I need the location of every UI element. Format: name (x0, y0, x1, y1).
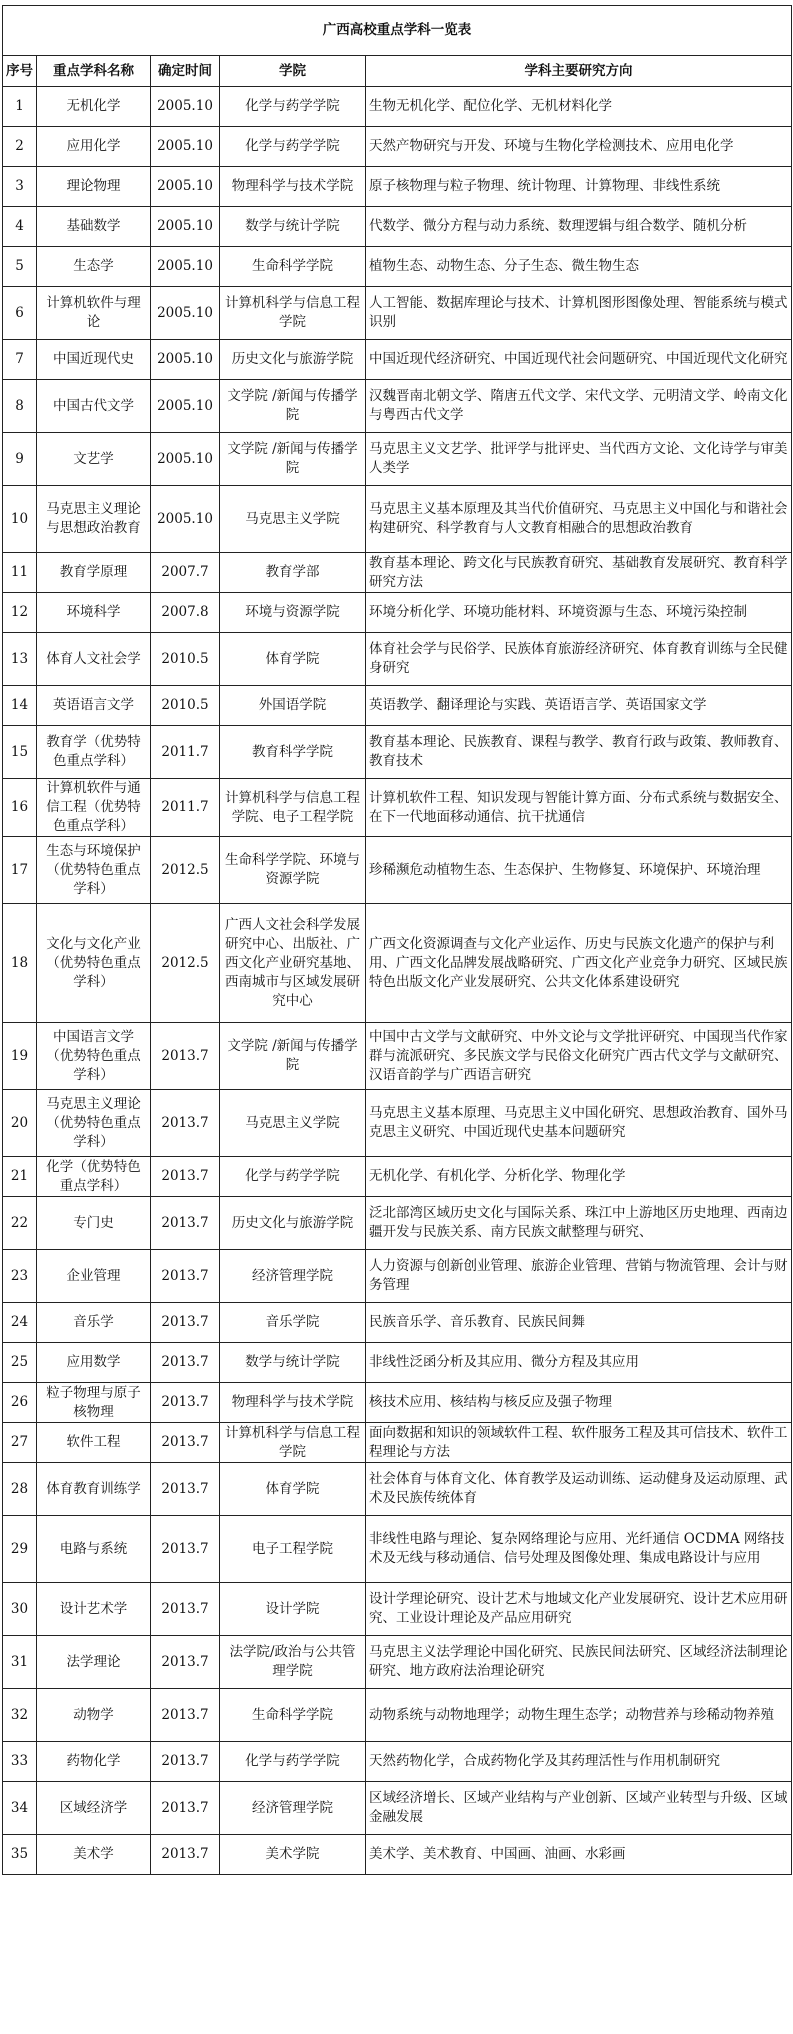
cell-subject: 电路与系统 (37, 1516, 151, 1583)
cell-subject: 生态与环境保护（优势特色重点学科） (37, 837, 151, 904)
table-row (3, 1636, 792, 1689)
table-row (3, 553, 792, 593)
cell-index: 30 (3, 1583, 37, 1636)
cell-subject: 文艺学 (37, 433, 151, 486)
cell-date: 2005.10 (151, 127, 220, 167)
cell-index: 11 (3, 553, 37, 593)
cell-index: 10 (3, 486, 37, 553)
cell-subject: 马克思主义理论与思想政治教育 (37, 486, 151, 553)
cell-subject: 无机化学 (37, 87, 151, 127)
cell-date: 2005.10 (151, 207, 220, 247)
cell-college: 体育学院 (220, 633, 366, 686)
cell-college: 历史文化与旅游学院 (220, 1197, 366, 1250)
cell-subject: 环境科学 (37, 593, 151, 633)
cell-date: 2013.7 (151, 1516, 220, 1583)
table-row (3, 1516, 792, 1583)
cell-research: 生物无机化学、配位化学、无机材料化学 (366, 87, 792, 127)
cell-college: 法学院/政治与公共管理学院 (220, 1636, 366, 1689)
cell-date: 2013.7 (151, 1742, 220, 1782)
cell-research: 马克思主义基本原理、马克思主义中国化研究、思想政治教育、国外马克思主义研究、中国近现代史基本问题研究 (366, 1090, 792, 1157)
table-title: 广西高校重点学科一览表 (3, 6, 792, 56)
cell-college: 设计学院 (220, 1583, 366, 1636)
table-row (3, 779, 792, 837)
cell-college: 电子工程学院 (220, 1516, 366, 1583)
cell-college: 物理科学与技术学院 (220, 167, 366, 207)
cell-subject: 计算机软件与通信工程（优势特色重点学科） (37, 779, 151, 837)
cell-research: 泛北部湾区域历史文化与国际关系、珠江中上游地区历史地理、西南边疆开发与民族关系、南方民族文献整理与研究、 (366, 1197, 792, 1250)
table-row (3, 87, 792, 127)
cell-subject: 教育学原理 (37, 553, 151, 593)
cell-subject: 中国语言文学（优势特色重点学科） (37, 1023, 151, 1090)
cell-research: 无机化学、有机化学、分析化学、物理化学 (366, 1157, 792, 1197)
cell-index: 1 (3, 87, 37, 127)
cell-research: 体育社会学与民俗学、民族体育旅游经济研究、体育教育训练与全民健身研究 (366, 633, 792, 686)
cell-index: 23 (3, 1250, 37, 1303)
cell-index: 32 (3, 1689, 37, 1742)
table-row (3, 167, 792, 207)
cell-research: 马克思主义法学理论中国化研究、民族民间法研究、区域经济法制理论研究、地方政府法治理论研究 (366, 1636, 792, 1689)
cell-subject: 应用数学 (37, 1343, 151, 1383)
cell-subject: 动物学 (37, 1689, 151, 1742)
table-row (3, 1383, 792, 1423)
cell-date: 2011.7 (151, 779, 220, 837)
cell-index: 5 (3, 247, 37, 287)
cell-index: 18 (3, 904, 37, 1023)
table-row (3, 247, 792, 287)
cell-index: 20 (3, 1090, 37, 1157)
cell-index: 24 (3, 1303, 37, 1343)
cell-research: 中国中古文学与文献研究、中外文论与文学批评研究、中国现当代作家群与流派研究、多民族文学与民俗文化研究广西古代文学与文献研究、汉语音韵学与广西语言研究 (366, 1023, 792, 1090)
cell-date: 2013.7 (151, 1583, 220, 1636)
cell-index: 19 (3, 1023, 37, 1090)
cell-date: 2013.7 (151, 1250, 220, 1303)
cell-subject: 音乐学 (37, 1303, 151, 1343)
cell-date: 2013.7 (151, 1090, 220, 1157)
cell-date: 2013.7 (151, 1383, 220, 1423)
cell-date: 2005.10 (151, 247, 220, 287)
cell-index: 7 (3, 340, 37, 380)
cell-research: 教育基本理论、民族教育、课程与教学、教育行政与政策、教师教育、教育技术 (366, 726, 792, 779)
table-row (3, 1157, 792, 1197)
table-row (3, 1250, 792, 1303)
cell-college: 文学院 /新闻与传播学院 (220, 433, 366, 486)
table-row (3, 904, 792, 1023)
cell-research: 中国近现代经济研究、中国近现代社会问题研究、中国近现代文化研究 (366, 340, 792, 380)
cell-college: 生命科学学院 (220, 247, 366, 287)
cell-subject: 英语语言文学 (37, 686, 151, 726)
cell-research: 马克思主义基本原理及其当代价值研究、马克思主义中国化与和谐社会构建研究、科学教育与人文教育相融合的思想政治教育 (366, 486, 792, 553)
title-row (3, 6, 792, 56)
cell-research: 计算机软件工程、知识发现与智能计算方面、分布式系统与数据安全、在下一代地面移动通信、抗干扰通信 (366, 779, 792, 837)
cell-college: 经济管理学院 (220, 1250, 366, 1303)
cell-research: 原子核物理与粒子物理、统计物理、计算物理、非线性系统 (366, 167, 792, 207)
cell-index: 14 (3, 686, 37, 726)
table-row (3, 1023, 792, 1090)
cell-subject: 企业管理 (37, 1250, 151, 1303)
cell-college: 文学院 /新闻与传播学院 (220, 380, 366, 433)
cell-research: 动物系统与动物地理学；动物生理生态学；动物营养与珍稀动物养殖 (366, 1689, 792, 1742)
cell-index: 15 (3, 726, 37, 779)
table-row (3, 287, 792, 340)
cell-research: 非线性泛函分析及其应用、微分方程及其应用 (366, 1343, 792, 1383)
cell-index: 12 (3, 593, 37, 633)
table-row (3, 127, 792, 167)
cell-college: 化学与药学学院 (220, 87, 366, 127)
header-research: 学科主要研究方向 (366, 56, 792, 87)
header-subject: 重点学科名称 (37, 56, 151, 87)
cell-index: 34 (3, 1782, 37, 1835)
cell-date: 2005.10 (151, 167, 220, 207)
table-row (3, 1463, 792, 1516)
cell-college: 环境与资源学院 (220, 593, 366, 633)
cell-research: 天然产物研究与开发、环境与生物化学检测技术、应用电化学 (366, 127, 792, 167)
cell-college: 广西人文社会科学发展研究中心、出版社、广西文化产业研究基地、西南城市与区域发展研究中心 (220, 904, 366, 1023)
cell-date: 2010.5 (151, 686, 220, 726)
cell-index: 2 (3, 127, 37, 167)
cell-date: 2011.7 (151, 726, 220, 779)
cell-college: 经济管理学院 (220, 1782, 366, 1835)
cell-subject: 区域经济学 (37, 1782, 151, 1835)
cell-date: 2013.7 (151, 1463, 220, 1516)
table-body (3, 87, 792, 1875)
cell-index: 3 (3, 167, 37, 207)
header-index: 序号 (3, 56, 37, 87)
cell-college: 美术学院 (220, 1835, 366, 1875)
cell-index: 35 (3, 1835, 37, 1875)
table-row (3, 1423, 792, 1463)
cell-index: 6 (3, 287, 37, 340)
cell-date: 2013.7 (151, 1636, 220, 1689)
cell-index: 22 (3, 1197, 37, 1250)
cell-date: 2005.10 (151, 433, 220, 486)
table-row (3, 1689, 792, 1742)
table-row (3, 1197, 792, 1250)
cell-index: 21 (3, 1157, 37, 1197)
cell-college: 化学与药学学院 (220, 1157, 366, 1197)
cell-index: 13 (3, 633, 37, 686)
cell-index: 25 (3, 1343, 37, 1383)
cell-subject: 药物化学 (37, 1742, 151, 1782)
cell-subject: 理论物理 (37, 167, 151, 207)
table-row (3, 837, 792, 904)
subjects-table (2, 5, 792, 1875)
cell-research: 环境分析化学、环境功能材料、环境资源与生态、环境污染控制 (366, 593, 792, 633)
header-row (3, 56, 792, 87)
cell-college: 历史文化与旅游学院 (220, 340, 366, 380)
cell-date: 2013.7 (151, 1197, 220, 1250)
cell-subject: 中国古代文学 (37, 380, 151, 433)
table-row (3, 433, 792, 486)
cell-index: 29 (3, 1516, 37, 1583)
table-row (3, 633, 792, 686)
cell-date: 2005.10 (151, 87, 220, 127)
cell-index: 16 (3, 779, 37, 837)
cell-research: 人力资源与创新创业管理、旅游企业管理、营销与物流管理、会计与财务管理 (366, 1250, 792, 1303)
cell-research: 英语教学、翻译理论与实践、英语语言学、英语国家文学 (366, 686, 792, 726)
table-row (3, 686, 792, 726)
cell-subject: 法学理论 (37, 1636, 151, 1689)
cell-college: 音乐学院 (220, 1303, 366, 1343)
cell-index: 4 (3, 207, 37, 247)
cell-research: 社会体育与体育文化、体育教学及运动训练、运动健身及运动原理、武术及民族传统体育 (366, 1463, 792, 1516)
cell-research: 代数学、微分方程与动力系统、数理逻辑与组合数学、随机分析 (366, 207, 792, 247)
table-row (3, 1090, 792, 1157)
cell-college: 计算机科学与信息工程学院、电子工程学院 (220, 779, 366, 837)
cell-index: 26 (3, 1383, 37, 1423)
cell-index: 9 (3, 433, 37, 486)
cell-college: 化学与药学学院 (220, 1742, 366, 1782)
cell-date: 2010.5 (151, 633, 220, 686)
cell-subject: 文化与文化产业（优势特色重点学科） (37, 904, 151, 1023)
cell-subject: 体育人文社会学 (37, 633, 151, 686)
cell-date: 2005.10 (151, 486, 220, 553)
cell-date: 2012.5 (151, 904, 220, 1023)
cell-research: 非线性电路与理论、复杂网络理论与应用、光纤通信 OCDMA 网络技术及无线与移动通信、信号处理及图像处理、集成电路设计与应用 (366, 1516, 792, 1583)
cell-subject: 软件工程 (37, 1423, 151, 1463)
header-college: 学院 (220, 56, 366, 87)
cell-research: 教育基本理论、跨文化与民族教育研究、基础教育发展研究、教育科学研究方法 (366, 553, 792, 593)
cell-subject: 化学（优势特色重点学科） (37, 1157, 151, 1197)
cell-date: 2013.7 (151, 1835, 220, 1875)
table-row (3, 207, 792, 247)
header-date: 确定时间 (151, 56, 220, 87)
cell-index: 27 (3, 1423, 37, 1463)
cell-index: 33 (3, 1742, 37, 1782)
cell-date: 2005.10 (151, 287, 220, 340)
cell-subject: 体育教育训练学 (37, 1463, 151, 1516)
cell-college: 数学与统计学院 (220, 207, 366, 247)
cell-research: 马克思主义文艺学、批评学与批评史、当代西方文论、文化诗学与审美人类学 (366, 433, 792, 486)
cell-research: 植物生态、动物生态、分子生态、微生物生态 (366, 247, 792, 287)
cell-date: 2013.7 (151, 1782, 220, 1835)
cell-college: 生命科学学院、环境与资源学院 (220, 837, 366, 904)
cell-research: 区域经济增长、区域产业结构与产业创新、区域产业转型与升级、区域金融发展 (366, 1782, 792, 1835)
table-row (3, 1782, 792, 1835)
table-row (3, 380, 792, 433)
cell-college: 物理科学与技术学院 (220, 1383, 366, 1423)
cell-index: 17 (3, 837, 37, 904)
cell-college: 外国语学院 (220, 686, 366, 726)
cell-date: 2005.10 (151, 380, 220, 433)
cell-college: 文学院 /新闻与传播学院 (220, 1023, 366, 1090)
cell-research: 汉魏晋南北朝文学、隋唐五代文学、宋代文学、元明清文学、岭南文化与粤西古代文学 (366, 380, 792, 433)
cell-date: 2013.7 (151, 1023, 220, 1090)
cell-subject: 基础数学 (37, 207, 151, 247)
table-row (3, 593, 792, 633)
cell-college: 体育学院 (220, 1463, 366, 1516)
cell-subject: 应用化学 (37, 127, 151, 167)
cell-date: 2013.7 (151, 1343, 220, 1383)
cell-college: 生命科学学院 (220, 1689, 366, 1742)
cell-research: 设计学理论研究、设计艺术与地域文化产业发展研究、设计艺术应用研究、工业设计理论及产品应用研究 (366, 1583, 792, 1636)
cell-research: 天然药物化学，合成药物化学及其药理活性与作用机制研究 (366, 1742, 792, 1782)
cell-research: 广西文化资源调查与文化产业运作、历史与民族文化遗产的保护与利用、广西文化品牌发展战略研究、广西文化产业竞争力研究、区域民族特色出版文化产业发展研究、公共文化体系建设研究 (366, 904, 792, 1023)
cell-subject: 计算机软件与理论 (37, 287, 151, 340)
cell-date: 2013.7 (151, 1423, 220, 1463)
table-row (3, 1742, 792, 1782)
cell-date: 2013.7 (151, 1303, 220, 1343)
cell-college: 马克思主义学院 (220, 1090, 366, 1157)
table-row (3, 1303, 792, 1343)
cell-index: 28 (3, 1463, 37, 1516)
cell-research: 核技术应用、核结构与核反应及强子物理 (366, 1383, 792, 1423)
table-row (3, 486, 792, 553)
cell-subject: 中国近现代史 (37, 340, 151, 380)
cell-college: 马克思主义学院 (220, 486, 366, 553)
cell-subject: 美术学 (37, 1835, 151, 1875)
cell-research: 珍稀濒危动植物生态、生态保护、生物修复、环境保护、环境治理 (366, 837, 792, 904)
cell-date: 2007.7 (151, 553, 220, 593)
cell-college: 计算机科学与信息工程学院 (220, 287, 366, 340)
cell-date: 2013.7 (151, 1157, 220, 1197)
table-row (3, 340, 792, 380)
table-row (3, 1835, 792, 1875)
cell-research: 民族音乐学、音乐教育、民族民间舞 (366, 1303, 792, 1343)
cell-subject: 教育学（优势特色重点学科） (37, 726, 151, 779)
cell-college: 教育学部 (220, 553, 366, 593)
cell-date: 2012.5 (151, 837, 220, 904)
cell-date: 2007.8 (151, 593, 220, 633)
cell-subject: 专门史 (37, 1197, 151, 1250)
table-row (3, 726, 792, 779)
cell-subject: 粒子物理与原子核物理 (37, 1383, 151, 1423)
table-row (3, 1343, 792, 1383)
cell-college: 数学与统计学院 (220, 1343, 366, 1383)
cell-research: 面向数据和知识的领域软件工程、软件服务工程及其可信技术、软件工程理论与方法 (366, 1423, 792, 1463)
table-row (3, 1583, 792, 1636)
cell-college: 计算机科学与信息工程学院 (220, 1423, 366, 1463)
cell-date: 2005.10 (151, 340, 220, 380)
cell-college: 教育科学学院 (220, 726, 366, 779)
cell-subject: 马克思主义理论（优势特色重点学科） (37, 1090, 151, 1157)
cell-subject: 生态学 (37, 247, 151, 287)
cell-research: 美术学、美术教育、中国画、油画、水彩画 (366, 1835, 792, 1875)
cell-subject: 设计艺术学 (37, 1583, 151, 1636)
cell-index: 31 (3, 1636, 37, 1689)
cell-index: 8 (3, 380, 37, 433)
cell-research: 人工智能、数据库理论与技术、计算机图形图像处理、智能系统与模式识别 (366, 287, 792, 340)
cell-college: 化学与药学学院 (220, 127, 366, 167)
cell-date: 2013.7 (151, 1689, 220, 1742)
